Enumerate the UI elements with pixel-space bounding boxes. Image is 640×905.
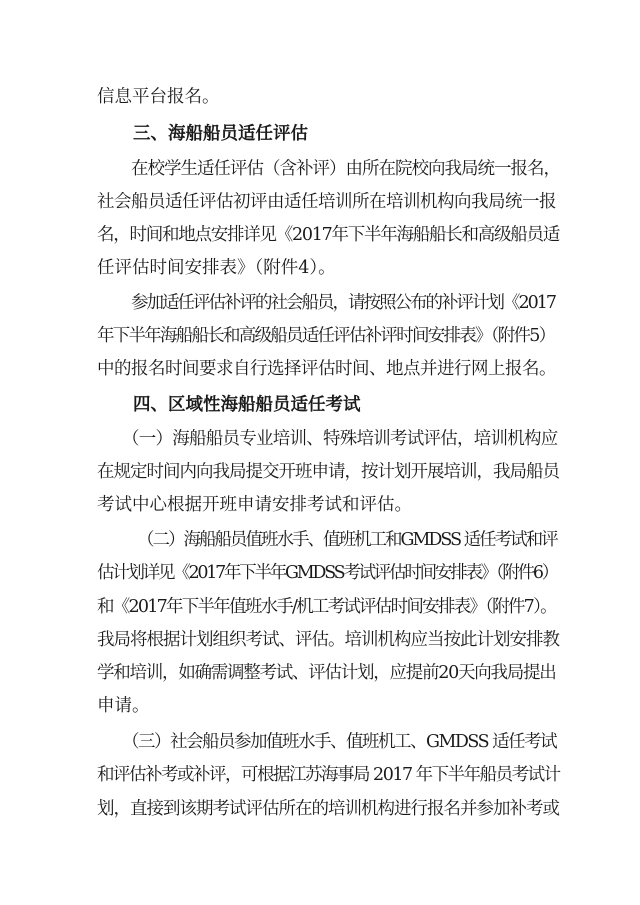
- text-line: （三）社会船员参加值班水手、值班机工、GMDSS 适任考试: [122, 732, 557, 752]
- text-line: 在规定时间内向我局提交开班申请，按计划开展培训，我局船员: [97, 462, 559, 482]
- section-heading: 三、海船船员适任评估: [133, 124, 308, 144]
- text-line: 申请。: [97, 696, 150, 716]
- section-heading: 四、区域性海船船员适任考试: [133, 395, 361, 415]
- text-line: 和《2017年下半年值班水手/机工考试评估时间安排表》（附件7）。: [97, 597, 556, 617]
- text-line: 我局将根据计划组织考试、评估。培训机构应当按此计划安排教: [97, 630, 559, 650]
- text-line: （一）海船船员专业培训、特殊培训考试评估，培训机构应: [122, 429, 558, 449]
- text-line: 学和培训，如确需调整考试、评估计划，应提前20天向我局提出: [97, 663, 556, 683]
- text-line: 在校学生适任评估（含补评）由所在院校向我局统一报名，: [131, 159, 560, 179]
- text-line: 考试中心根据开班申请安排考试和评估。: [97, 495, 412, 515]
- text-line: 社会船员适任评估初评由适任培训所在培训机构向我局统一报: [97, 192, 556, 212]
- text-line: 估计划详见《2017年下半年GMDSS考试评估时间安排表》（附件6）: [97, 563, 558, 583]
- text-line: 参加适任评估补评的社会船员，请按照公布的补评计划《2017: [131, 293, 556, 313]
- text-line: 年下半年海船船长和高级船员适任评估补评时间安排表》（附件5）: [97, 326, 555, 346]
- text-line: 名，时间和地点安排详见《2017年下半年海船船长和高级船员适: [97, 225, 560, 245]
- text-line: 信息平台报名。: [97, 87, 220, 107]
- text-line: 任评估时间安排表》（附件4）。: [97, 258, 336, 278]
- text-line: 和评估补考或补评，可根据江苏海事局 2017 年下半年船员考试计: [97, 765, 560, 785]
- text-line: 中的报名时间要求自行选择评估时间、地点并进行网上报名。: [97, 359, 556, 379]
- text-line: 划，直接到该期考试评估所在的培训机构进行报名并参加补考或: [97, 799, 559, 819]
- text-line: （二）海船船员值班水手、值班机工和GMDSS 适任考试和评: [137, 530, 557, 550]
